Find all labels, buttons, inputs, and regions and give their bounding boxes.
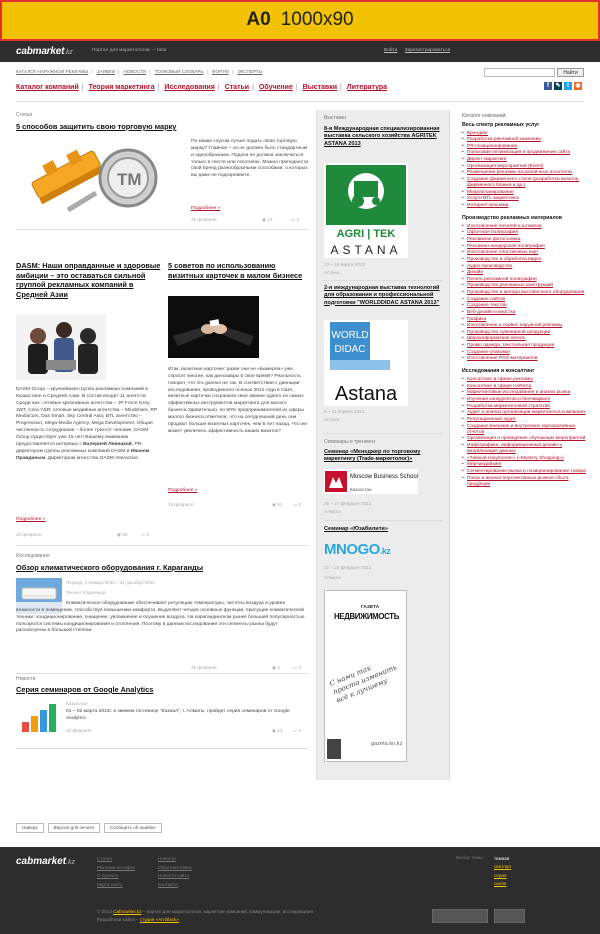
- search-input[interactable]: [484, 68, 555, 77]
- seminar-title[interactable]: Семинар «Юзабилити»: [324, 526, 388, 532]
- nav-item-theory[interactable]: Теория маркетинга: [88, 84, 155, 91]
- catalog-item[interactable]: • Брендинг: [462, 131, 587, 137]
- catalog-item[interactable]: • Услуги BTL-маркетинга: [462, 196, 587, 202]
- nav-item-companies[interactable]: Каталог компаний: [16, 84, 79, 91]
- catalog-item[interactable]: • Производство сувенирной продукции: [462, 330, 587, 336]
- catalog-item[interactable]: • Поиск и анализ перспективных рынков сбыта продукции: [462, 476, 587, 488]
- expo-title[interactable]: 2-я международная выставка технологий для образования и профессиональной подготовки "WORLDDIDAC ASTANA 2013": [324, 285, 440, 306]
- business-cards-photo[interactable]: [168, 296, 259, 358]
- eye-icon: ◉: [272, 728, 278, 733]
- article-excerpt: DASM Group – крупнейшая группа рекламных компаний в Казахстане и Средней Азии. В состав входит 11 агентств. Среди них: сетевые креативные агентства – JP Force Grey, JWT, Crea Y&R; сетевые медийные агентства – Mindshare, RP Mediacom, Das Smart, Sky Central Asia; BTL агентство – Progression, Mega Media Agency, Mega Development. Общая численность сотрудников – более трехсот человек. DASM Group существует уже 15 лет! Вашему вниманию предоставляется интервью с Валерией Левицкой, PR-директором группы рекламных компаний DASM и Иваном Правдиным, Директором агентства DASM Interactive.: [16, 387, 158, 461]
- seminar-dates: 25 – 27 февраля 2013: [324, 501, 372, 506]
- theme-option-gray[interactable]: серая: [494, 872, 507, 878]
- subnav-item-news[interactable]: НОВОСТИ: [123, 69, 147, 74]
- catalog-item[interactable]: • Создание внешних и внутренних корпоративных отчетов: [462, 424, 587, 436]
- subnav-item-forum[interactable]: ФОРУМ: [211, 69, 229, 74]
- login-link[interactable]: Войти: [384, 48, 398, 53]
- nav-item-literature[interactable]: Литература: [346, 84, 388, 91]
- search-button[interactable]: Найти: [557, 68, 584, 77]
- ad-slogan: С нами так просто изменить всё к лучшему: [328, 663, 399, 705]
- catalog-list: [462, 377, 587, 488]
- copyright: © 2013 Cabmarket.kz – портал для маркетологов: маркетинг компаний, коммуникации, исследования: [97, 909, 313, 914]
- expo-city: Астана: [324, 417, 340, 422]
- eye-icon: ◉: [272, 665, 278, 670]
- catalog-group-title: Весь спектр рекламных услуг: [462, 121, 540, 128]
- catalog-item[interactable]: • Создание упаковки: [462, 350, 587, 356]
- eye-icon: ◉: [262, 217, 268, 222]
- catalog-list: [462, 224, 587, 363]
- article-date: 18 февраля: [168, 502, 194, 507]
- comment-icon: ▭: [293, 502, 299, 507]
- catalog-item[interactable]: • Изготовление пластиковых карт: [462, 250, 587, 256]
- article-date: 20 февраля: [16, 532, 42, 537]
- theme-options: [494, 855, 511, 888]
- catalog-item[interactable]: • Изучение конкурентов и бенчмаркинг: [462, 397, 587, 403]
- theme-label: Выбор темы:: [456, 855, 484, 860]
- worlddidac-logo[interactable]: [324, 320, 408, 406]
- catalog-item[interactable]: • Печать рекламной полиграфии: [462, 277, 587, 283]
- catalog-item[interactable]: • Графика: [462, 317, 587, 323]
- news-region: Казахстан: [66, 701, 88, 706]
- catalog-item[interactable]: • PR-позиционирование: [462, 144, 587, 150]
- read-more-link[interactable]: Подробнее »: [16, 517, 46, 522]
- divider: [324, 280, 442, 281]
- top-ad-banner[interactable]: [0, 0, 600, 41]
- section-label-research: Исследования: [16, 553, 50, 559]
- read-more-link[interactable]: Подробнее »: [168, 488, 198, 493]
- facebook-icon[interactable]: f: [544, 82, 552, 90]
- read-more-link[interactable]: Подробнее »: [191, 206, 221, 211]
- article-excerpt: Итак, визитные карточки: разве они не «вымерли» уже, спросят многие, как динозавры в свое время? Реальность говорит, что это далеко не так. В соответствии с данными исследования, проведенного осенью 2012 года в США, визитные карточки сохранили свое звание одного из самых эффективных инструментов маркетинга для малого бизнеса.Удивительно, но 60% предпринимателей из сферы малого бизнеса отметили, что на сегодняшний день они продают больше визитных карточек, чем 5 лет назад. Что же может увеличить эффективность ваших визиток?: [168, 367, 308, 434]
- expo-dates: 9 – 11 апреля 2013: [324, 409, 365, 414]
- nav-item-education[interactable]: Обучение: [258, 84, 293, 91]
- ad-paper-label: ГАЗЕТА: [361, 605, 380, 610]
- developer-credit: Разработка сайта – студия «Art Black»: [97, 917, 180, 922]
- catalog-group-title: Исследования и консалтинг: [462, 368, 535, 375]
- footer-link[interactable]: Реклама на сайте: [97, 864, 136, 870]
- catalog-item[interactable]: • Аудио производство: [462, 264, 587, 270]
- theme-option-light[interactable]: светлая: [494, 864, 511, 870]
- catalog-item[interactable]: • Изготовление POS-материалов: [462, 356, 587, 362]
- comments-count: ▭ 0: [293, 502, 302, 507]
- newspaper-ad[interactable]: [324, 590, 407, 762]
- catalog-item[interactable]: • Сегментирование рынка и позиционирование товара: [462, 469, 587, 475]
- ad-corner-mark: [327, 739, 341, 759]
- svg-text:Astana: Astana: [334, 383, 398, 405]
- catalog-item[interactable]: • Консалтинг в сфере HoReCa: [462, 384, 587, 390]
- news-excerpt: 01 – 02 марта 2013г. в зимнем гостинице "Казжол", г. Алматы, пройдет серия семинаров от Google Analytics.: [66, 709, 290, 721]
- subnav-item-requests[interactable]: ЗАЯВКИ: [96, 69, 115, 74]
- divider: [16, 545, 308, 546]
- print-version-button[interactable]: Версия для печати: [48, 823, 100, 833]
- footer-link[interactable]: Статьи: [97, 856, 112, 861]
- catalog-item[interactable]: • Производство и аренда выставочного оборудования: [462, 290, 587, 296]
- news-title[interactable]: Серия семинаров от Google Analytics: [16, 685, 154, 694]
- catalog-item[interactable]: • Аудит и анализ организации маркетинга в компаниях: [462, 410, 587, 416]
- catalog-item[interactable]: • Широкоформатная печать: [462, 336, 587, 342]
- developer-link[interactable]: студия «Art Black»: [139, 917, 180, 922]
- views-count: ◉ 50: [117, 532, 128, 537]
- catalog-item[interactable]: • Директ-маркетинг: [462, 157, 587, 163]
- catalog-item[interactable]: • Разработка маркетинговой стратегии: [462, 404, 587, 410]
- views-count: ◉ 51: [272, 502, 283, 507]
- footer-links-col1: [97, 855, 135, 890]
- comments-count: ▭ 0: [293, 665, 302, 670]
- report-error-button[interactable]: Сообщить об ошибке: [104, 823, 162, 833]
- livejournal-icon[interactable]: ✎: [555, 83, 561, 89]
- catalog-item[interactable]: • Интернет-реклама: [462, 203, 587, 209]
- twitter-icon[interactable]: t: [564, 82, 572, 90]
- secondary-nav: КАТАЛОГ НАРУЖНОЙ РЕКЛАМЫ | ЗАЯВКИ | НОВОСТИ | ТОЛКОВЫЙ СЛОВАРЬ | ФОРУМ | ЭКСПЕРТЫ: [16, 69, 263, 74]
- ad-url: gazeta.kn.kz: [371, 741, 403, 747]
- catalog-item[interactable]: • Рекламная фотосъемка: [462, 237, 587, 243]
- comment-icon: ▭: [291, 217, 297, 222]
- footer-links-col2: [158, 855, 192, 890]
- footer-link[interactable]: Контакты: [158, 882, 178, 888]
- catalog-item[interactable]: • Создание фирменного стиля (разработка визиток, фирменного бланка и др.): [462, 177, 587, 189]
- counter-widget[interactable]: [494, 909, 525, 923]
- divider: [324, 520, 442, 521]
- subnav-item-dictionary[interactable]: ТОЛКОВЫЙ СЛОВАРЬ: [154, 69, 204, 74]
- divider: [16, 229, 308, 230]
- catalog-label: Каталог компаний:: [462, 113, 507, 119]
- catalog-item[interactable]: • Изготовление и сервис наружной рекламы: [462, 323, 587, 329]
- eye-icon: ◉: [272, 502, 278, 507]
- catalog-item[interactable]: • Консалтинг в сфере рекламы: [462, 377, 587, 383]
- catalog-item[interactable]: • Производство рекламных конструкций: [462, 283, 587, 289]
- article-excerpt: По каким соусом лучше подать свою торговую марку? Главное – он не должен быть стандартным и однообразным. Подача не должна заключаться только в тексте или логотипах. Можно преподнести свой бренд разнообразными способами, о которых вы даже не подозреваете.: [191, 139, 309, 179]
- views-count: ◉ 14: [272, 728, 283, 733]
- comment-icon: ▭: [141, 532, 147, 537]
- expo-city: Астана: [324, 270, 340, 275]
- research-period: Период: 1 января 2011 – 31 декабря 2011: [66, 580, 155, 585]
- divider: [16, 673, 308, 674]
- catalog-item[interactable]: • Маркетинговые исследования и анализ рынка: [462, 390, 587, 396]
- catalog-sidebar: [462, 113, 587, 488]
- nav-item-expos[interactable]: Выставки: [302, 84, 337, 91]
- article-title[interactable]: 5 способов защитить свою торговую марку: [16, 122, 177, 131]
- theme-option-dark[interactable]: темная: [494, 856, 510, 861]
- banner-title: A0: [246, 9, 271, 31]
- catalog-item[interactable]: • «Тайный покупатель» («Mystery Shopping»): [462, 456, 587, 462]
- banner-size: 1000x90: [280, 9, 354, 31]
- catalog-item[interactable]: • Репутационный аудит: [462, 417, 587, 423]
- footer-logo[interactable]: cabmarket.kz: [16, 856, 75, 867]
- research-region: Регион: Караганда: [66, 590, 106, 595]
- comments-count: ▭ 0: [293, 728, 302, 733]
- catalog-item[interactable]: • Инфографика, информационный дизайн и визуализация данных: [462, 443, 587, 455]
- seminar-city: Алматы: [324, 575, 341, 580]
- catalog-item[interactable]: • Дизайн: [462, 270, 587, 276]
- catalog-item[interactable]: • Создание сайтов: [462, 297, 587, 303]
- agritek-logo[interactable]: [324, 163, 408, 258]
- article-date: 25 февраля: [191, 217, 217, 222]
- article-title[interactable]: DASM: Наши оправданные и здоровые амбиции – это оставаться сильной группой рекламных компаний в Средней Азии: [16, 261, 161, 299]
- site-logo[interactable]: cabmarket.kz: [16, 46, 73, 57]
- catalog-item[interactable]: • Поисковая оптимизация и продвижение сайта: [462, 150, 587, 156]
- research-title[interactable]: Обзор климатического оборудования г. Караганды: [16, 563, 204, 572]
- seminar-dates: 22 – 24 февраля 2013: [324, 565, 372, 570]
- svg-text:AGRI | TEK: AGRI | TEK: [336, 228, 396, 240]
- site-tagline: Портал для маркетологов — beta: [92, 48, 167, 53]
- catalog-item[interactable]: • Изготовление печатей и штампов: [462, 224, 587, 230]
- footer-link[interactable]: Карта сайта: [97, 882, 123, 888]
- social-links: [544, 82, 582, 90]
- catalog-list: [462, 131, 587, 210]
- catalog-item[interactable]: • Медиапланирование: [462, 190, 587, 196]
- footer-link[interactable]: Новости: [158, 856, 176, 861]
- copyright-link[interactable]: Cabmarket.kz: [113, 909, 142, 914]
- subnav-item-catalog[interactable]: КАТАЛОГ НАРУЖНОЙ РЕКЛАМЫ: [16, 69, 89, 74]
- catalog-item[interactable]: • Организация мероприятий (Event): [462, 164, 587, 170]
- views-count: ◉ 2: [272, 665, 280, 670]
- footer-link[interactable]: О проекте: [97, 873, 119, 879]
- research-date: 25 февраля: [191, 665, 217, 670]
- research-excerpt: Климатическое оборудование обеспечивает регуляцию температуры, чистоты воздуха и уровня влажности в помещении, способствуя повышению комфорта. Выделяют четыре основные функции, присущие климатической технике: кондиционирование, очищение, увлажнение и осушение воздуха. На карагандинском рынке большей популярностью пользуются системы кондиционирования и отопления. Поэтому в данном исследовании эти сегменты рынка будут рассмотрены в большей степени.: [16, 601, 305, 634]
- header-divider: [16, 101, 584, 102]
- mbs-country: Казахстан: [350, 487, 372, 492]
- catalog-item[interactable]: • Разработка рекламной кампании: [462, 137, 587, 143]
- bottom-actions: [16, 823, 162, 833]
- footer: [0, 847, 600, 934]
- eye-icon: ◉: [117, 532, 123, 537]
- seminar-title[interactable]: Семинар «Менеджер по торговому маркетингу (Trade-маркетолог)»: [324, 449, 421, 463]
- main-nav: Каталог компаний | Теория маркетинга | Исследования | Статьи | Обучение | Выставки | Литература: [16, 84, 388, 91]
- trademark-image[interactable]: [16, 138, 181, 238]
- svg-text:ASTANA: ASTANA: [330, 243, 402, 257]
- catalog-item[interactable]: • Веб-дизайн и верстка: [462, 310, 587, 316]
- expo-title[interactable]: 8-я Международная специализированная выставка сельского хозяйства AGRITEK ASTANA 2013: [324, 126, 440, 147]
- comments-count: ▭ 0: [291, 217, 300, 222]
- catalog-item[interactable]: • Офсетная полиграфия: [462, 230, 587, 236]
- analytics-chart-image[interactable]: [16, 700, 62, 734]
- catalog-item[interactable]: • Промо одежда, текстильная продукция: [462, 343, 587, 349]
- top-bar: [0, 41, 600, 62]
- svg-text:TM: TM: [117, 170, 142, 189]
- comment-icon: ▭: [293, 665, 299, 670]
- mnogo-logo[interactable]: MNOGO.kz: [324, 541, 391, 558]
- seminar-city: Алматы: [324, 509, 341, 514]
- ad-title: НЕДВИЖИМОСТЬ: [333, 612, 400, 621]
- divider: [324, 433, 442, 434]
- svg-text:DIDAC: DIDAC: [334, 344, 366, 355]
- section-label-expos: Выставки: [324, 115, 347, 121]
- catalog-item[interactable]: • Мерчандайзинг: [462, 462, 587, 468]
- footer-link[interactable]: Новости сайта: [158, 873, 190, 879]
- back-to-top-button[interactable]: Наверх: [16, 823, 44, 833]
- catalog-item[interactable]: • Организация и проведение обучающих мероприятий: [462, 436, 587, 442]
- views-count: ◉ 13: [262, 217, 273, 222]
- catalog-group-title: Производство рекламных материалов: [462, 215, 562, 221]
- rss-icon[interactable]: ◉: [575, 83, 581, 89]
- register-link[interactable]: Зарегистрироваться: [404, 48, 451, 53]
- auth-links: [384, 48, 450, 54]
- catalog-item[interactable]: • Рекламно-ниндерская полиграфия: [462, 244, 587, 250]
- expo-dates: 13 – 15 марта 2013: [324, 262, 365, 267]
- dasm-team-photo[interactable]: [16, 314, 106, 380]
- counter-widget[interactable]: [432, 909, 488, 923]
- section-label-news: Новости: [16, 676, 36, 682]
- nav-item-research[interactable]: Исследования: [164, 84, 215, 91]
- subnav-item-experts[interactable]: ЭКСПЕРТЫ: [237, 69, 263, 74]
- svg-text:WORLD: WORLD: [331, 330, 369, 341]
- section-label-seminars: Семинары и тренинги: [324, 439, 375, 445]
- comments-count: ▭ 0: [141, 532, 150, 537]
- catalog-item[interactable]: • Создание текстов: [462, 303, 587, 309]
- catalog-item[interactable]: • Производство и обработка видео: [462, 257, 587, 263]
- news-date: 25 февраля: [66, 728, 92, 733]
- article-title[interactable]: 5 советов по использованию визитных карточек в малом бизнесе: [168, 261, 303, 280]
- mbs-name: Moscow Business School: [350, 474, 419, 480]
- theme-option-blue[interactable]: синяя: [494, 880, 507, 886]
- footer-link[interactable]: Обратная связь: [158, 864, 192, 870]
- section-label-articles: Статьи: [16, 112, 33, 118]
- comment-icon: ▭: [293, 728, 299, 733]
- nav-item-articles[interactable]: Статьи: [224, 84, 250, 91]
- catalog-item[interactable]: • Размещение рекламы на различных носителях: [462, 170, 587, 176]
- divider: [16, 748, 308, 749]
